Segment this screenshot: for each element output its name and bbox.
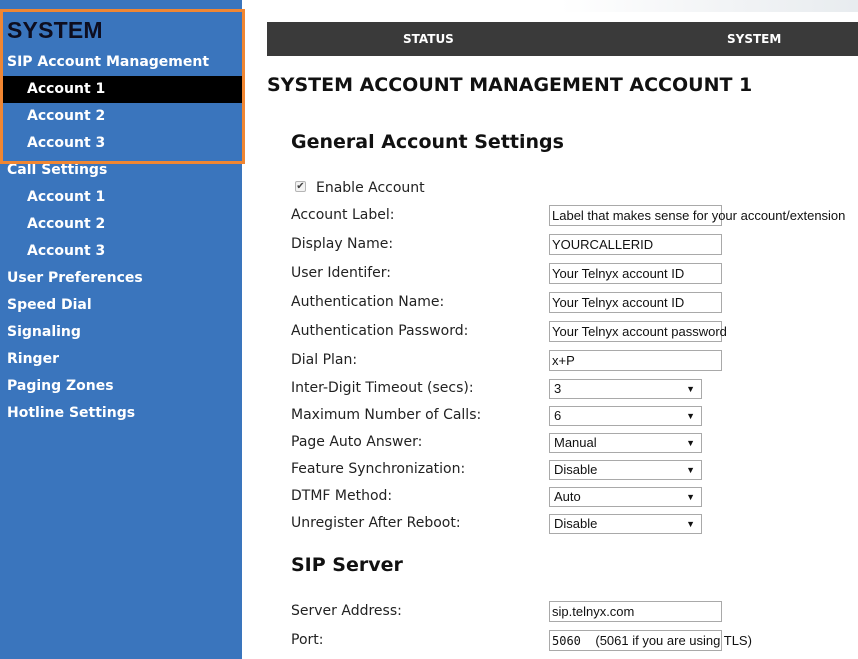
dial-plan-label: Dial Plan:: [291, 352, 358, 368]
sip-server-heading: SIP Server: [291, 554, 403, 576]
auth-password-input[interactable]: Your Telnyx account password: [549, 321, 722, 342]
dropdown-arrow-icon: ▼: [686, 384, 695, 394]
feature-sync-select[interactable]: Disable ▼: [549, 460, 702, 480]
account-label-input[interactable]: Label that makes sense for your account/extension: [549, 205, 722, 226]
dropdown-arrow-icon: ▼: [686, 411, 695, 421]
background-decoration: [560, 0, 858, 12]
sidebar-item-call-settings[interactable]: Call Settings: [7, 162, 108, 178]
auth-password-label: Authentication Password:: [291, 323, 469, 339]
unregister-reboot-label: Unregister After Reboot:: [291, 515, 461, 531]
sidebar-item-sip-account-management[interactable]: SIP Account Management: [7, 54, 210, 70]
sidebar-item-sip-account-2[interactable]: Account 2: [27, 108, 106, 124]
max-calls-label: Maximum Number of Calls:: [291, 407, 482, 423]
top-nav-bar: [267, 22, 858, 56]
dial-plan-input[interactable]: x+P: [549, 350, 722, 371]
server-address-label: Server Address:: [291, 603, 402, 619]
auth-name-label: Authentication Name:: [291, 294, 445, 310]
display-name-input[interactable]: YOURCALLERID: [549, 234, 722, 255]
feature-sync-label: Feature Synchronization:: [291, 461, 466, 477]
sidebar-item-signaling[interactable]: Signaling: [7, 324, 81, 340]
tab-system[interactable]: SYSTEM: [727, 32, 782, 46]
sidebar-title: SYSTEM: [7, 17, 103, 43]
port-hint: (5061 if you are using TLS): [595, 633, 752, 648]
dtmf-method-label: DTMF Method:: [291, 488, 393, 504]
inter-digit-timeout-select[interactable]: 3 ▼: [549, 379, 702, 399]
port-label: Port:: [291, 632, 324, 648]
dropdown-arrow-icon: ▼: [686, 465, 695, 475]
sidebar-item-ringer[interactable]: Ringer: [7, 351, 59, 367]
sidebar-item-paging-zones[interactable]: Paging Zones: [7, 378, 114, 394]
sidebar-item-sip-account-1[interactable]: Account 1: [0, 76, 242, 103]
sidebar-item-hotline-settings[interactable]: Hotline Settings: [7, 405, 136, 421]
sidebar-item-call-account-1[interactable]: Account 1: [27, 189, 106, 205]
enable-account-checkbox[interactable]: ✔: [296, 181, 305, 192]
max-calls-select[interactable]: 6 ▼: [549, 406, 702, 426]
display-name-label: Display Name:: [291, 236, 394, 252]
sidebar: [0, 0, 242, 659]
dtmf-method-select[interactable]: Auto ▼: [549, 487, 702, 507]
enable-account-label: Enable Account: [316, 180, 425, 196]
page-auto-answer-select[interactable]: Manual ▼: [549, 433, 702, 453]
dropdown-arrow-icon: ▼: [686, 438, 695, 448]
sidebar-item-call-account-3[interactable]: Account 3: [27, 243, 106, 259]
user-identifier-label: User Identifer:: [291, 265, 392, 281]
page-title: SYSTEM ACCOUNT MANAGEMENT ACCOUNT 1: [267, 74, 753, 96]
auth-name-input[interactable]: Your Telnyx account ID: [549, 292, 722, 313]
account-label-label: Account Label:: [291, 207, 395, 223]
tab-status[interactable]: STATUS: [403, 32, 454, 46]
unregister-reboot-select[interactable]: Disable ▼: [549, 514, 702, 534]
general-settings-heading: General Account Settings: [291, 131, 564, 153]
sidebar-item-sip-account-3[interactable]: Account 3: [27, 135, 106, 151]
sidebar-item-call-account-2[interactable]: Account 2: [27, 216, 106, 232]
sidebar-item-speed-dial[interactable]: Speed Dial: [7, 297, 92, 313]
user-identifier-input[interactable]: Your Telnyx account ID: [549, 263, 722, 284]
port-input[interactable]: 5060 (5061 if you are using TLS): [549, 630, 722, 651]
page-auto-answer-label: Page Auto Answer:: [291, 434, 423, 450]
server-address-input[interactable]: sip.telnyx.com: [549, 601, 722, 622]
dropdown-arrow-icon: ▼: [686, 492, 695, 502]
dropdown-arrow-icon: ▼: [686, 519, 695, 529]
inter-digit-timeout-label: Inter-Digit Timeout (secs):: [291, 380, 474, 396]
sidebar-item-user-preferences[interactable]: User Preferences: [7, 270, 143, 286]
